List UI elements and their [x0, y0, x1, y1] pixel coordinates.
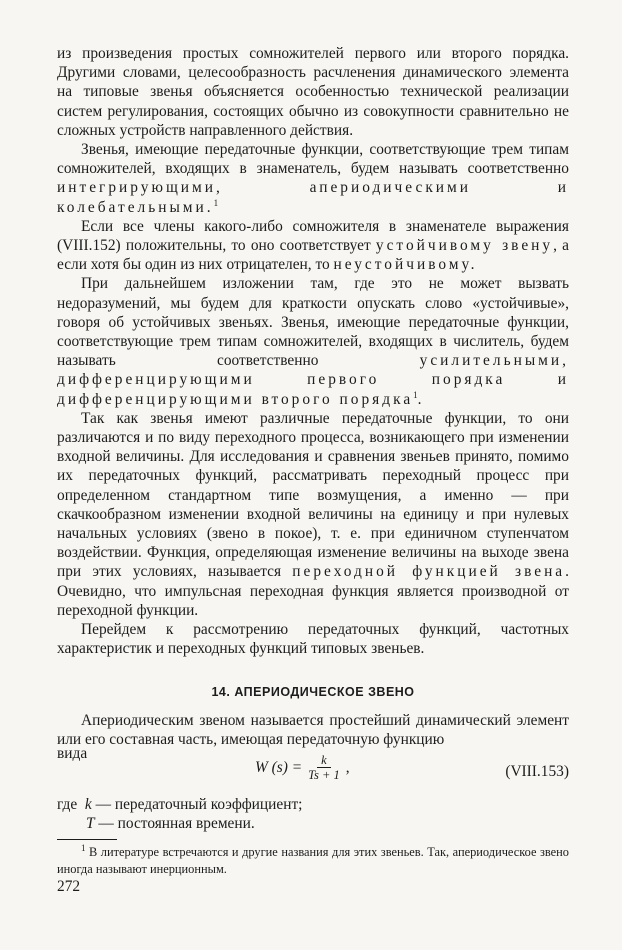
paragraph-1: из произведения простых сомножителей первого или второго порядка. Другими словами, целесообразность расчленения динамического элемента на типовые звенья объясняется особенностью технической реализации систем регулирования, состоящих обычно из совокупности сравнительно не сложных устройств направленного действия. [57, 45, 569, 139]
footnote-ref: 1 [213, 197, 219, 208]
footnote: $^1$ В литературе встречаются и другие названия для этих звеньев. Так, апериодическое звено иногда называют инерционным. [57, 843, 569, 876]
page-body [57, 44, 569, 877]
paragraph-7: Апериодическим звеном называется простейший динамический элемент или его составная часть, имеющая передаточную функцию [57, 711, 569, 748]
page-number: 272 [57, 878, 81, 895]
footnote-marker: 1 [81, 843, 86, 854]
spaced-term: усилительными, дифференцирующими первого порядка и дифференцирующими второго порядка [57, 352, 569, 408]
section-heading: 14. АПЕРИОДИЧЕСКОЕ ЗВЕНО [211, 684, 415, 699]
paragraph-5: Так как звенья имеют различные передаточные функции, то они различаются и по виду переходного процесса, возникающего при изменении входной величины. Для исследования и сравнения звеньев принято, помимо их передаточных функций, рассматривать переходный процесс при определенном стандартном типе возмущения, а именно — при скачкообразном изменении входной величины на единицу и при нулевых начальных условиях (звено в покое), т. е. при единичном ступенчатом воздействии. Функция, определяющая изменение величины на выходе звена при этих условиях, называется переходной функцией звена. Очевидно, что импульсная переходная функция является производной от переходной функции. [57, 409, 569, 619]
formula-numerator: k [317, 753, 331, 768]
formula-row [57, 744, 569, 789]
formula-denominator: Ts + 1 [308, 767, 340, 782]
definition-symbol: k [84, 795, 92, 813]
paragraph-4: При дальнейшем изложении там, где это не может вызвать недоразумений, мы будем для краткости опускать слово «устойчивые», говоря об устойчивых звеньях. Звенья, имеющие передаточные функции, соответствующие трем типам сомножителей, входящих в числитель, будем называть соответственно усилительными, дифференцирующими первого порядка и дифференцирующими второго порядка$^1$. [57, 275, 569, 408]
spaced-term: устойчивому звену [375, 237, 554, 255]
footnote-ref: 1 [413, 389, 418, 400]
paragraph-6: Перейдем к рассмотрению передаточных функций, частотных характеристик и переходных функций типовых звеньев. [57, 621, 569, 658]
formula-lead: вида [57, 744, 88, 762]
spaced-term: интегрирующими, апериодическими и колебательными. [57, 179, 569, 216]
footnote-divider [57, 839, 117, 840]
formula-fraction [306, 753, 342, 783]
definition-text: — передаточный коэффициент; [91, 795, 303, 813]
transfer-function-formula [255, 753, 350, 783]
formula-lhs: W (s) = [255, 758, 303, 776]
formula-tail: , [345, 758, 350, 776]
definition-symbol: T [86, 815, 95, 833]
definition-text: — постоянная времени. [94, 815, 255, 833]
spaced-term: неустойчивому. [333, 256, 478, 274]
spaced-term: переходной функцией звена [292, 563, 566, 581]
definition-row [57, 814, 569, 833]
symbol-definitions [57, 795, 569, 833]
equation-number: (VIII.153) [505, 762, 569, 780]
paragraph-2: Звенья, имеющие передаточные функции, соответствующие трем типам сомножителей, входящих в знаменатель, будем называть соответственно интегрирующими, апериодическими и колебательными.$^1$ [57, 141, 569, 216]
definition-row: где k — передаточный коэффициент; [57, 795, 303, 813]
paragraph-3: Если все члены какого-либо сомножителя в знаменателе выражения (VIII.152) положительны, то оно соответствует устойчивому звену, а если хотя бы один из них отрицателен, то неустойчивому. [57, 217, 570, 274]
